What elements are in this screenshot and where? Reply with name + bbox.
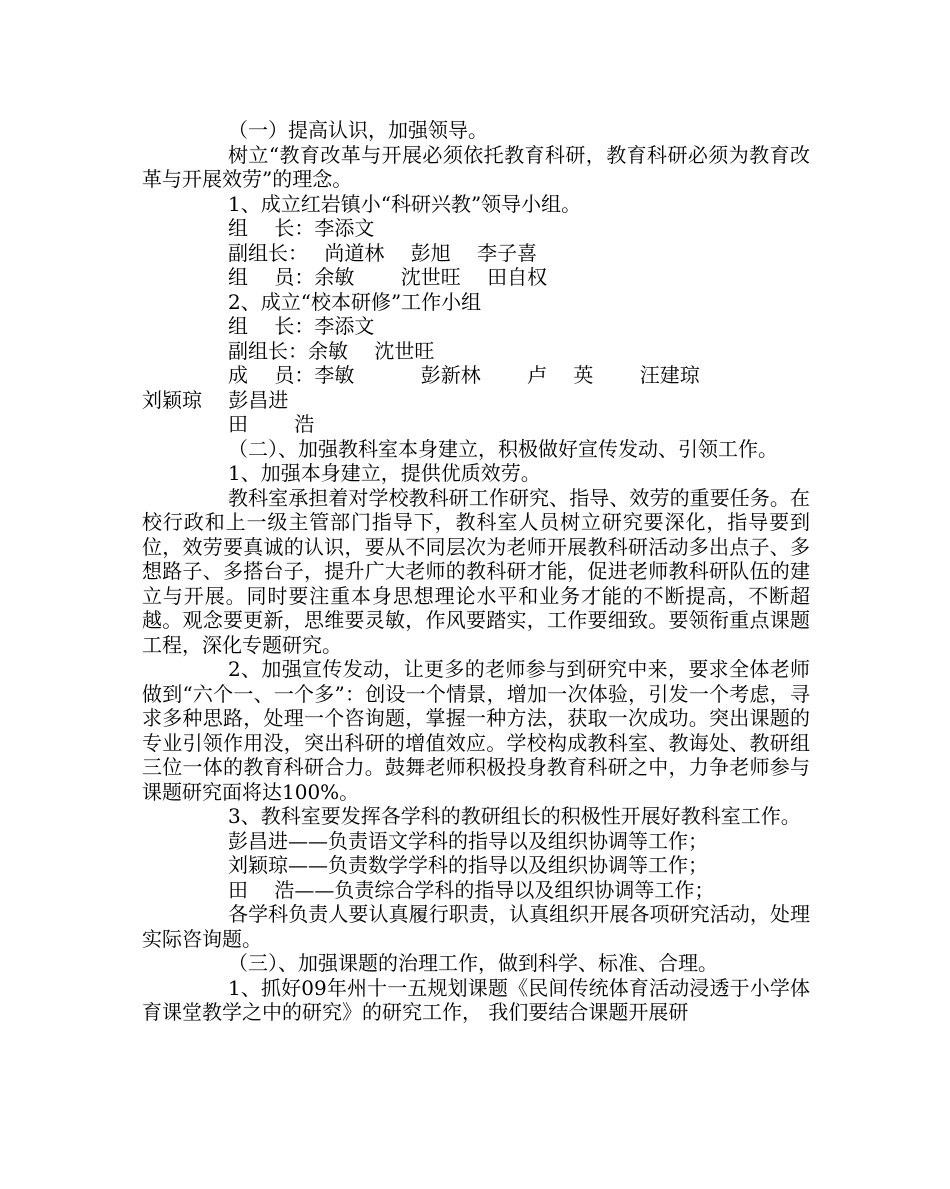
section-heading-1: （一）提高认识，加强领导。 <box>228 118 488 142</box>
paragraph-office-duties: 教科室承担着对学校教科研工作研究、指导、效劳的重要任务。在校行政和上一级主管部门指导下，教科室人员树立研究要深化，指导要到位，效劳要真诚的认识，要从不同层次为老师开展教科研活动多出点子、多想路子、多搭台子，提升广大老师的教科研才能，促进老师教科研队伍的建立与开展。同时要注重本身思想理论水平和业务才能的不断提高，不断超越。观念要更新，思维要灵敏，作风要踏实，工作要细致。要领衔重点课题工程，深化专题研究。 <box>142 485 810 657</box>
paragraph-duties: 各学科负责人要认真履行职责，认真组织开展各项研究活动，处理实际咨询题。 <box>142 902 810 951</box>
section-heading-3: （三）、加强课题的治理工作，做到科学、标准、合理。 <box>228 951 718 975</box>
document-page <box>142 118 810 1025</box>
group2-vice-leaders: 副组长：余敏 沈世旺 <box>228 338 435 363</box>
paragraph-subject-leaders: 3、教科室要发挥各学科的教研组长的积极性开展好教科室工作。 <box>228 804 801 828</box>
paragraph-concept: 树立“教育改革与开展必须依托教育科研，教育科研必须为教育改革与开展效劳”的理念。 <box>142 142 810 191</box>
subheading-self-building: 1、加强本身建立，提供优质效劳。 <box>228 461 541 485</box>
group2-leader: 组 长：李添文 <box>228 314 375 338</box>
group1-vice-leaders: 副组长： 尚道林 彭旭 李子喜 <box>228 240 538 265</box>
paragraph-publicity: 2、加强宣传发动，让更多的老师参与到研究中来，要求全体老师做到“六个一、一个多”：创设一个情景，增加一次体验，引发一个考虑，寻求多种思路，处理一个咨询题，掌握一种方法，获取一次成功。突出课题的专业引领作用没，突出科研的增值效应。学校构成教科室、教诲处、教研组三位一体的教育科研合力。鼓舞老师积极投身教育科研之中，力争老师参与课题研究面将达100%。 <box>142 657 810 804</box>
paragraph-research-project: 1、抓好09年州十一五规划课题《民间传统体育活动浸透于小学体育课堂教学之中的研究》的研究工作， 我们要结合课题开展研 <box>142 975 810 1024</box>
responsibility-chinese: 彭昌进——负责语文学科的指导以及组织协调等工作； <box>228 828 708 853</box>
group2-members: 成 员：李敏 彭新林 卢 英 汪建琼 <box>228 363 700 387</box>
group1-leader: 组 长：李添文 <box>228 216 375 240</box>
section-heading-2: （二）、加强教科室本身建立，积极做好宣传发动、引领工作。 <box>228 436 778 461</box>
group2-members-last: 田 浩 <box>228 412 315 436</box>
responsibility-math: 刘颖琼——负责数学学科的指导以及组织协调等工作； <box>228 853 708 877</box>
group2-members-continued: 刘颖琼 彭昌进 <box>142 387 289 412</box>
subheading-study-group: 2、成立“校本研修”工作小组 <box>228 289 482 314</box>
group1-members: 组 员：余敏 沈世旺 田自权 <box>228 265 548 289</box>
subheading-leadership-group: 1、成立红岩镇小“科研兴教”领导小组。 <box>228 191 582 216</box>
responsibility-comprehensive: 田 浩——负责综合学科的指导以及组织协调等工作； <box>228 877 715 902</box>
